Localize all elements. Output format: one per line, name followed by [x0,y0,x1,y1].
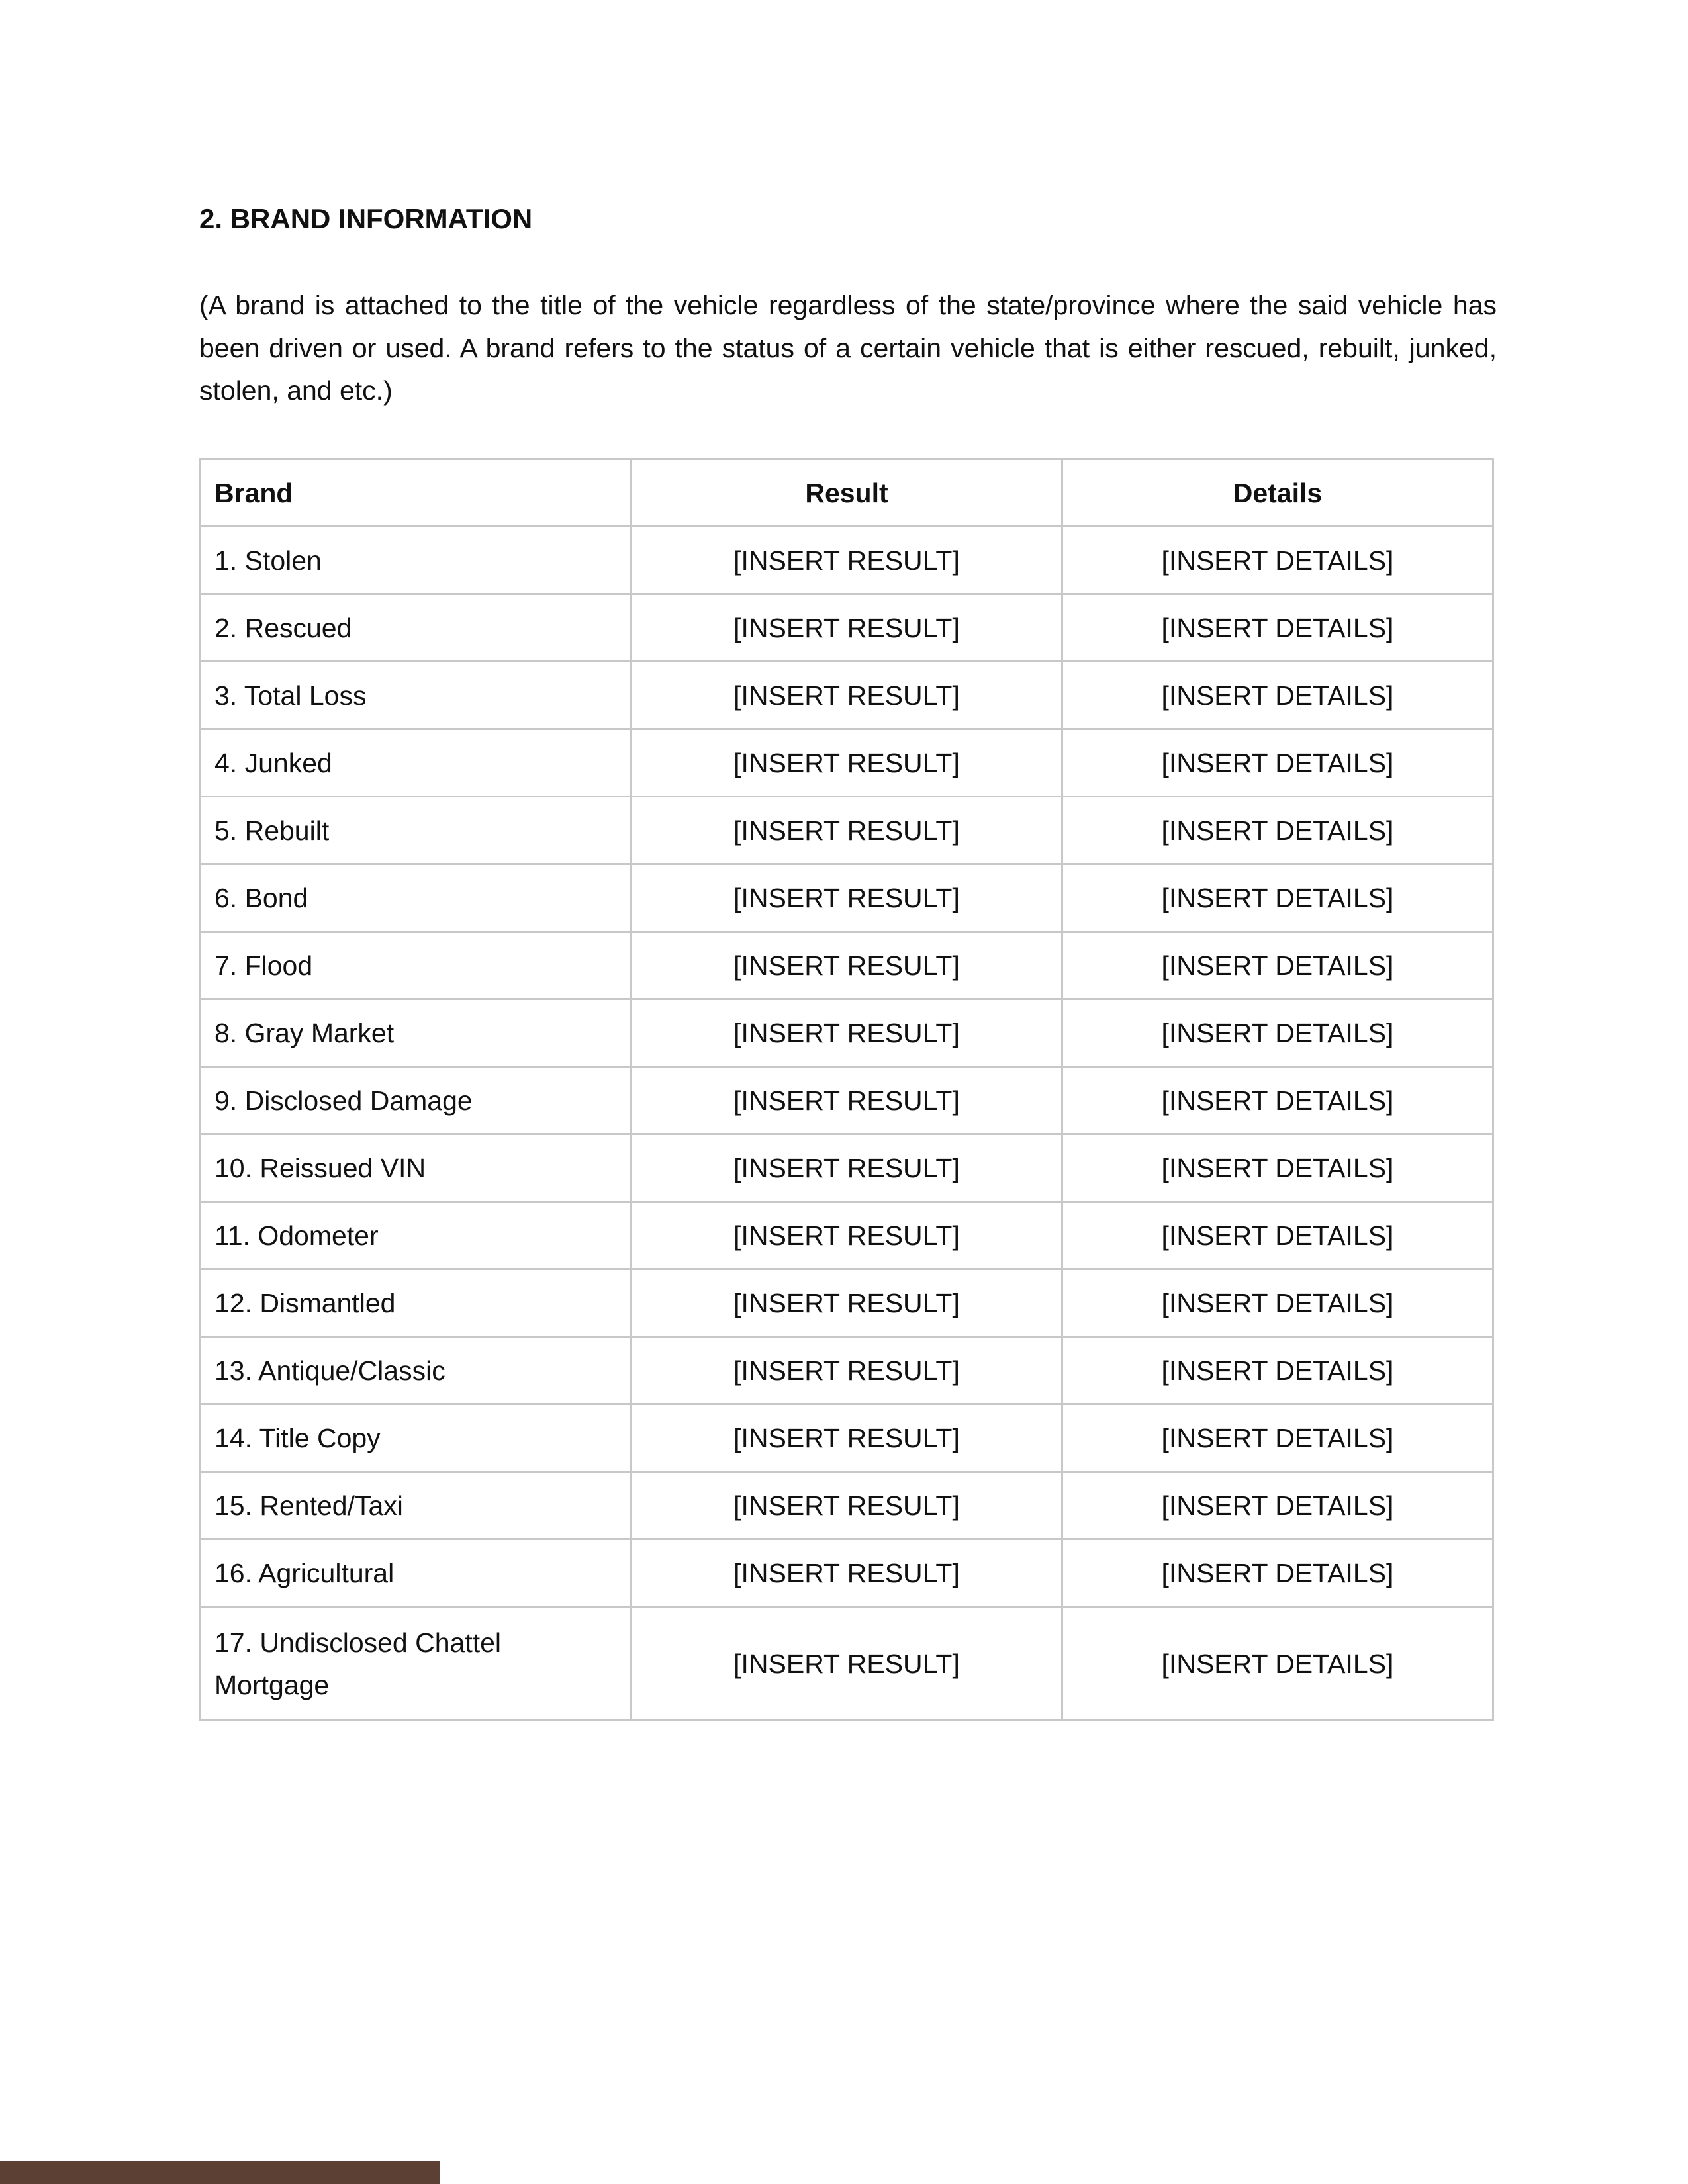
result-cell: [INSERT RESULT] [632,1134,1062,1202]
header-brand: Brand [201,459,632,527]
result-cell: [INSERT RESULT] [632,594,1062,662]
details-cell: [INSERT DETAILS] [1062,1202,1493,1269]
brand-table [199,458,1494,1721]
brand-cell: 5. Rebuilt [201,797,632,864]
brand-cell: 6. Bond [201,864,632,932]
details-cell: [INSERT DETAILS] [1062,1337,1493,1404]
header-result: Result [632,459,1062,527]
brand-cell: 9. Disclosed Damage [201,1067,632,1134]
result-cell: [INSERT RESULT] [632,999,1062,1067]
table-row [201,1202,1493,1269]
details-cell: [INSERT DETAILS] [1062,1269,1493,1337]
table-row [201,932,1493,999]
result-cell: [INSERT RESULT] [632,932,1062,999]
brand-cell: 7. Flood [201,932,632,999]
table-row [201,1337,1493,1404]
brand-cell: 11. Odometer [201,1202,632,1269]
brand-cell: 2. Rescued [201,594,632,662]
brand-cell: 16. Agricultural [201,1539,632,1607]
result-cell: [INSERT RESULT] [632,864,1062,932]
brand-cell: 8. Gray Market [201,999,632,1067]
table-row [201,999,1493,1067]
table-row [201,797,1493,864]
brand-cell: 1. Stolen [201,527,632,594]
table-row [201,594,1493,662]
table-row [201,527,1493,594]
brand-cell: 10. Reissued VIN [201,1134,632,1202]
table-row [201,662,1493,729]
details-cell: [INSERT DETAILS] [1062,729,1493,797]
table-row [201,1539,1493,1607]
brand-cell: 3. Total Loss [201,662,632,729]
details-cell: [INSERT DETAILS] [1062,1134,1493,1202]
result-cell: [INSERT RESULT] [632,1337,1062,1404]
header-details: Details [1062,459,1493,527]
result-cell: [INSERT RESULT] [632,729,1062,797]
brand-cell: 4. Junked [201,729,632,797]
result-cell: [INSERT RESULT] [632,1202,1062,1269]
brand-cell: 15. Rented/Taxi [201,1472,632,1539]
details-cell: [INSERT DETAILS] [1062,1607,1493,1721]
result-cell: [INSERT RESULT] [632,1404,1062,1472]
details-cell: [INSERT DETAILS] [1062,864,1493,932]
details-cell: [INSERT DETAILS] [1062,999,1493,1067]
result-cell: [INSERT RESULT] [632,527,1062,594]
footer-accent-bar [0,2161,440,2184]
table-row [201,1472,1493,1539]
intro-paragraph: (A brand is attached to the title of the vehicle regardless of the state/province where the said vehicle has been driven or used. A brand refers to the status of a certain vehicle that is either rescued, rebuilt, junked, stolen, and etc.) [199,290,1497,406]
details-cell: [INSERT DETAILS] [1062,662,1493,729]
brand-cell: 12. Dismantled [201,1269,632,1337]
result-cell: [INSERT RESULT] [632,662,1062,729]
brand-cell: 17. Undisclosed Chattel Mortgage [201,1607,632,1721]
brand-cell: 14. Title Copy [201,1404,632,1472]
table-row [201,729,1493,797]
table-row [201,1269,1493,1337]
result-cell: [INSERT RESULT] [632,1269,1062,1337]
details-cell: [INSERT DETAILS] [1062,1404,1493,1472]
section-heading: 2. BRAND INFORMATION [199,203,533,234]
details-cell: [INSERT DETAILS] [1062,932,1493,999]
details-cell: [INSERT DETAILS] [1062,797,1493,864]
result-cell: [INSERT RESULT] [632,1472,1062,1539]
details-cell: [INSERT DETAILS] [1062,1472,1493,1539]
table-header-row [201,459,1493,527]
result-cell: [INSERT RESULT] [632,1539,1062,1607]
result-cell: [INSERT RESULT] [632,1067,1062,1134]
details-cell: [INSERT DETAILS] [1062,1067,1493,1134]
table-row [201,1134,1493,1202]
details-cell: [INSERT DETAILS] [1062,527,1493,594]
table-row [201,1607,1493,1721]
brand-cell: 13. Antique/Classic [201,1337,632,1404]
table-row [201,864,1493,932]
result-cell: [INSERT RESULT] [632,797,1062,864]
details-cell: [INSERT DETAILS] [1062,594,1493,662]
table-row [201,1404,1493,1472]
details-cell: [INSERT DETAILS] [1062,1539,1493,1607]
result-cell: [INSERT RESULT] [632,1607,1062,1721]
table-row [201,1067,1493,1134]
